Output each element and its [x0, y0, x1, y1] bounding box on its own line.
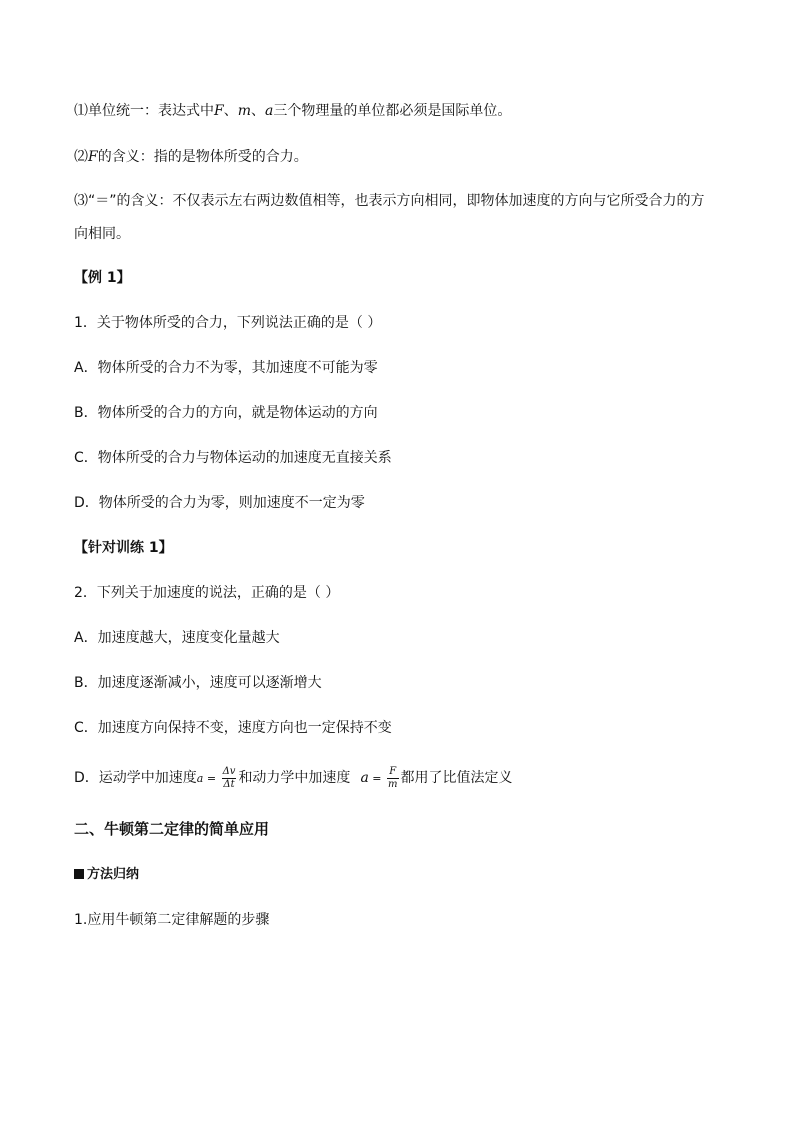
- training-heading: 【针对训练 1】: [74, 540, 173, 556]
- example-option-a: A．物体所受的合力不为零，其加速度不可能为零: [74, 360, 378, 376]
- example-option-b: B．物体所受的合力的方向，就是物体运动的方向: [74, 405, 378, 421]
- note-equals-meaning: ⑶“＝”的含义：不仅表示左右两边数值相等，也表示方向相同，即物体加速度的方向与它所受合力的方: [74, 193, 705, 209]
- example-option-d: D．物体所受的合力为零，则加速度不一定为零: [74, 495, 365, 511]
- method-heading: 方法归纳: [74, 865, 139, 885]
- note-unit-consistency: ⑴单位统一：表达式中F、m、a三个物理量的单位都必须是国际单位。: [74, 103, 512, 119]
- square-bullet-icon: [74, 869, 84, 879]
- training-option-b: B．加速度逐渐减小，速度可以逐渐增大: [74, 675, 322, 691]
- note-f-meaning: ⑵F的含义：指的是物体所受的合力。: [74, 149, 308, 165]
- formula-fraction-dynamic: $\frac{F}{m}$: [388, 765, 398, 790]
- training-option-a: A．加速度越大，速度变化量越大: [74, 630, 280, 646]
- note-equals-meaning-cont: 向相同。: [74, 226, 130, 242]
- symbol-a: a: [196, 772, 204, 785]
- training-option-d: D．运动学中加速度a = $\frac{\Delta v}{\Delta t}$ 和动力学中加速度 a = $\frac{F}{m}$ 都用了比值法定义: [74, 765, 513, 790]
- section-heading: 二、牛顿第二定律的简单应用: [74, 820, 270, 838]
- symbol-a: a: [360, 770, 369, 786]
- formula-fraction-kinematic: $\frac{\Delta v}{\Delta t}$: [222, 765, 236, 790]
- symbol-m: m: [237, 103, 251, 119]
- example-heading: 【例 1】: [74, 270, 131, 286]
- step-heading: 1.应用牛顿第二定律解题的步骤: [74, 912, 270, 928]
- symbol-F: F: [214, 103, 224, 119]
- training-option-c: C．加速度方向保持不变，速度方向也一定保持不变: [74, 720, 392, 736]
- example-question: 1．关于物体所受的合力，下列说法正确的是（ ）: [74, 315, 382, 331]
- symbol-F: F: [88, 149, 98, 165]
- symbol-a: a: [265, 103, 274, 119]
- training-question: 2．下列关于加速度的说法，正确的是（ ）: [74, 585, 340, 601]
- example-option-c: C．物体所受的合力与物体运动的加速度无直接关系: [74, 450, 392, 466]
